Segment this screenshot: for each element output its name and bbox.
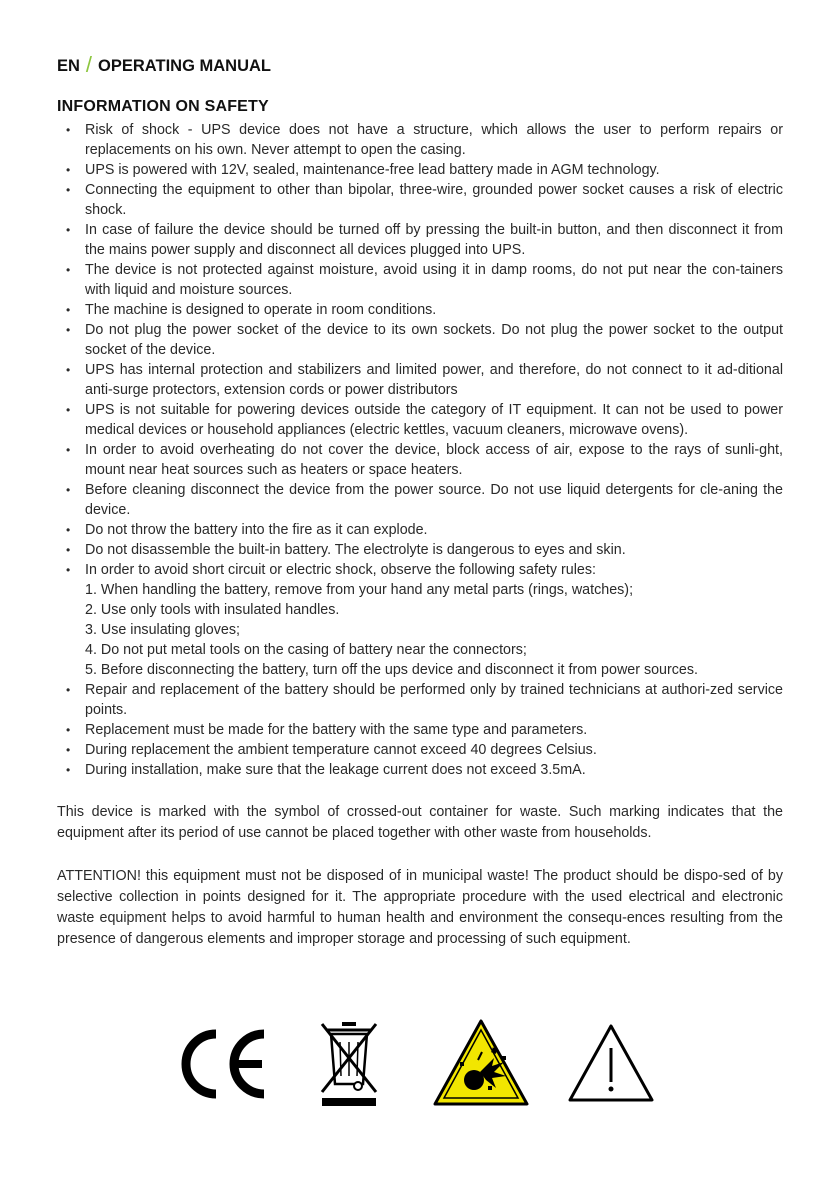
safety-rule: • UPS has internal protection and stabilizers and limited power, and therefore, do not connect to it ad-ditional anti-surge protectors, extension cords or power distributors xyxy=(57,360,783,400)
manual-page xyxy=(57,52,783,950)
safety-rule-short-circuit xyxy=(57,560,783,680)
safety-rule: • The device is not protected against moisture, avoid using it in damp rooms, do not put near the con-tainers with liquid and moisture sources. xyxy=(57,260,783,300)
safety-rule: • Connecting the equipment to other than bipolar, three-wire, grounded power socket causes a risk of electric shock. xyxy=(57,180,783,220)
safety-rule: • During replacement the ambient temperature cannot exceed 40 degrees Celsius. xyxy=(57,740,783,760)
safety-rule: • In order to avoid overheating do not cover the device, block access of air, expose to the rays of sunli-ght, mount near heat sources such as heaters or space heaters. xyxy=(57,440,783,480)
safety-rules-list xyxy=(57,120,783,780)
header-divider: / xyxy=(85,52,93,77)
weee-paragraph: This device is marked with the symbol of crossed-out container for waste. Such marking indicates that the equipment after its period of use cannot be placed together with other waste from households. xyxy=(57,804,783,841)
ce-mark-icon xyxy=(178,1028,270,1100)
short-circuit-intro: In order to avoid short circuit or electric shock, observe the following safety rules: xyxy=(85,562,596,578)
safety-rule: • In case of failure the device should be turned off by pressing the built-in button, and then disconnect it from the mains power supply and disconnect all devices plugged into UPS. xyxy=(57,220,783,260)
explosive-warning-icon xyxy=(432,1018,530,1108)
page-header xyxy=(57,52,783,80)
safety-rule: • Repair and replacement of the battery should be performed only by trained technicians at authori-zed service points. xyxy=(57,680,783,720)
short-circuit-steps xyxy=(85,580,783,680)
language-code: EN xyxy=(57,56,80,75)
manual-title: OPERATING MANUAL xyxy=(98,56,271,75)
safety-rule: • During installation, make sure that the leakage current does not exceed 3.5mA. xyxy=(57,760,783,780)
safety-rule: • Do not plug the power socket of the device to its own sockets. Do not plug the power socket to the output socket of the device. xyxy=(57,320,783,360)
short-circuit-step: 4. Do not put metal tools on the casing of battery near the connectors; xyxy=(85,642,527,658)
attention-paragraph: ATTENTION! this equipment must not be disposed of in municipal waste! The product should be dispo-sed of by selective collection in points designed for it. The appropriate procedure with the used electrical and electronic waste equipment helps to avoid harmful to human health and environment the consequ-ences resulting from the presence of dangerous elements and improper storage and processing of such equipment. xyxy=(57,868,783,947)
short-circuit-step: 5. Before disconnecting the battery, turn off the ups device and disconnect it from power sources. xyxy=(85,662,698,678)
certification-symbols xyxy=(178,1018,658,1110)
safety-rule: • UPS is not suitable for powering devices outside the category of IT equipment. It can not be used to power medical devices or household appliances (electric kettles, vacuum cleaners, microwave ovens). xyxy=(57,400,783,440)
safety-rule: • UPS is powered with 12V, sealed, maintenance-free lead battery made in AGM technology. xyxy=(57,160,783,180)
section-title: INFORMATION ON SAFETY xyxy=(57,98,269,115)
safety-rule: • Do not disassemble the built-in battery. The electrolyte is dangerous to eyes and skin. xyxy=(57,540,783,560)
short-circuit-step: 3. Use insulating gloves; xyxy=(85,622,240,638)
safety-rule: • Do not throw the battery into the fire as it can explode. xyxy=(57,520,783,540)
safety-rule: • Risk of shock - UPS device does not have a structure, which allows the user to perform repairs or replacements on his own. Never attempt to open the casing. xyxy=(57,120,783,160)
safety-rule: • Before cleaning disconnect the device from the power source. Do not use liquid detergents for cle-aning the device. xyxy=(57,480,783,520)
caution-triangle-icon xyxy=(566,1022,656,1104)
safety-rule: • The machine is designed to operate in room conditions. xyxy=(57,300,783,320)
crossed-out-bin-icon xyxy=(318,1018,380,1108)
short-circuit-step: 2. Use only tools with insulated handles. xyxy=(85,602,340,618)
safety-rule: • Replacement must be made for the battery with the same type and parameters. xyxy=(57,720,783,740)
short-circuit-step: 1. When handling the battery, remove from your hand any metal parts (rings, watches); xyxy=(85,582,634,598)
